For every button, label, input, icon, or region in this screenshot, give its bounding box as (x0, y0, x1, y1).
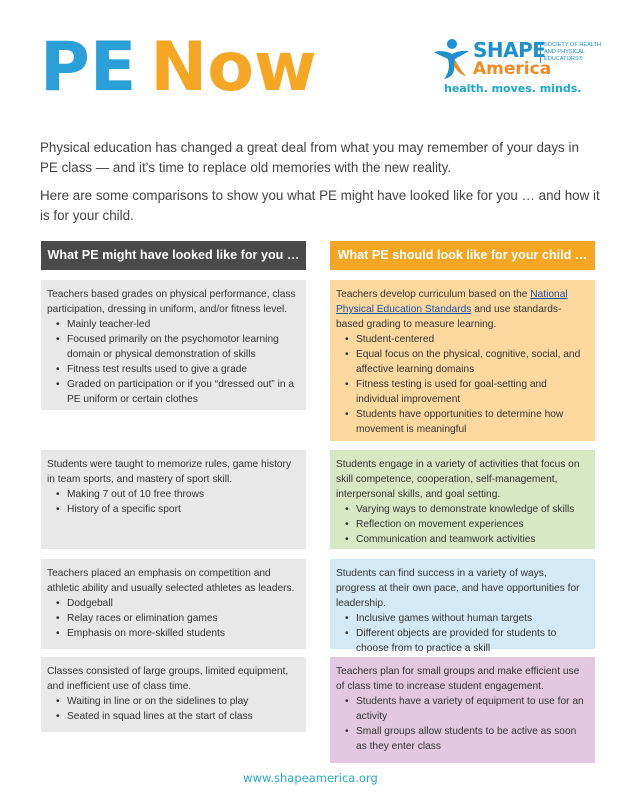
left-column-heading: What PE might have looked like for you … (41, 241, 306, 270)
list-item: • Making 7 out of 10 free throws (47, 487, 300, 502)
bullet-list (336, 694, 589, 754)
list-item: • Emphasis on more-skilled students (47, 626, 300, 641)
bullet-list (336, 611, 589, 656)
logo-brand-america: America (473, 59, 552, 79)
title-pe: PE (40, 28, 137, 107)
list-item: • Fitness test results used to give a grade (47, 362, 300, 377)
page-title (40, 28, 317, 108)
shape-america-logo (432, 38, 602, 98)
list-item: • Focused primarily on the psychomotor learning domain or physical demonstration of skills (47, 332, 300, 362)
bullet-list (47, 317, 300, 407)
list-item: • Seated in squad lines at the start of class (47, 709, 300, 724)
list-item: • Equal focus on the physical, cognitive, social, and affective learning domains (336, 347, 589, 377)
card-lead: Classes consisted of large groups, limited equipment, and inefficient use of class time. (47, 666, 289, 692)
list-item: • Student-centered (336, 332, 589, 347)
list-item: • Varying ways to demonstrate knowledge of skills (336, 502, 589, 517)
list-item: • Graded on participation or if you “dressed out” in a PE uniform or certain clothes (47, 377, 300, 407)
list-item: • Fitness testing is used for goal-setting and individual improvement (336, 377, 589, 407)
list-item: • Communication and teamwork activities (336, 532, 589, 547)
card-lead: Teachers plan for small groups and make efficient use of class time to increase student engagement. (336, 666, 580, 692)
bullet-list (336, 332, 589, 437)
national-standards-link[interactable]: National Physical Education Standards (336, 289, 568, 315)
bullet-list (336, 502, 589, 547)
list-item: • Dodgeball (47, 596, 300, 611)
now-card-curriculum (330, 280, 595, 441)
list-item: • Relay races or elimination games (47, 611, 300, 626)
now-card-activities (330, 450, 595, 549)
intro-paragraph-1: Physical education has changed a great deal from what you may remember of your days in PE class — and it’s time to replace old memories with the new reality. (40, 140, 579, 175)
card-lead (336, 287, 589, 332)
card-lead: Teachers placed an emphasis on competition and athletic ability and usually selected athletes as leaders. (47, 568, 295, 594)
shape-america-figure-icon (432, 38, 470, 80)
now-card-small-groups (330, 657, 595, 763)
list-item: • Waiting in line or on the sidelines to play (47, 694, 300, 709)
now-card-success (330, 559, 595, 654)
list-item: • Small groups allow students to be active as soon as they enter class (336, 724, 589, 754)
card-lead: Students engage in a variety of activities that focus on skill competence, cooperation, self-management, interpersonal skills, and goal setting. (336, 459, 580, 500)
bullet-list (47, 694, 300, 724)
logo-society-text: SOCIETY OF HEALTH AND PHYSICAL EDUCATORS® (540, 42, 602, 63)
title-now: Now (150, 28, 317, 107)
bullet-list (47, 487, 300, 517)
card-lead: Teachers based grades on physical performance, class participation, dressing in uniform, and/or fitness level. (47, 289, 296, 315)
list-item: • Mainly teacher-led (47, 317, 300, 332)
lead-text: and use standards-based grading to measure learning. (336, 304, 562, 330)
card-lead: Students were taught to memorize rules, game history in team sports, and mastery of sport skill. (47, 459, 292, 485)
past-card-competition (41, 559, 306, 649)
bullet-list (47, 596, 300, 641)
list-item: • Students have opportunities to determine how movement is meaningful (336, 407, 589, 437)
past-card-grading (41, 280, 306, 410)
logo-brand-shape: SHAPE (473, 38, 546, 62)
lead-text: Teachers develop curriculum based on the (336, 289, 531, 300)
list-item: • Different objects are provided for students to choose from to practice a skill (336, 626, 589, 656)
list-item: • Students have a variety of equipment to use for an activity (336, 694, 589, 724)
footer-url[interactable]: www.shapeamerica.org (243, 771, 378, 785)
card-lead: Students can find success in a variety of ways, progress at their own pace, and have opportunities for leadership. (336, 568, 580, 609)
intro-paragraph-2: Here are some comparisons to show you what PE might have looked like for you … and how it is for your child. (40, 188, 600, 223)
past-card-rules (41, 450, 306, 549)
right-column-heading: What PE should look like for your child … (330, 241, 595, 270)
logo-tagline: health. moves. minds. (444, 82, 582, 95)
list-item: • History of a specific sport (47, 502, 300, 517)
list-item: • Reflection on movement experiences (336, 517, 589, 532)
past-card-groups (41, 657, 306, 732)
list-item: • Inclusive games without human targets (336, 611, 589, 626)
